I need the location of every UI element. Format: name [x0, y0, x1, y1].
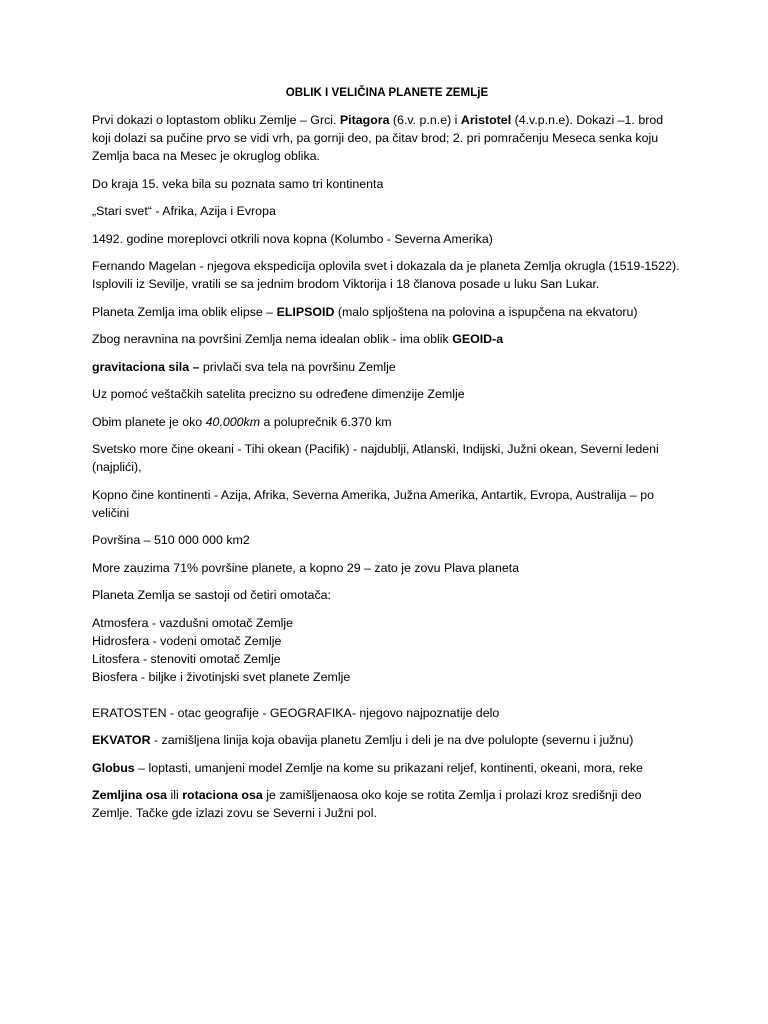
name-pitagora: Pitagora [339, 113, 390, 127]
list-item: Biosfera - biljke i životinjski svet planete Zemlje [92, 669, 351, 684]
paragraph-oceans: Svetsko more čine okeani - Tihi okean (Pacifik) - najdublji, Atlanski, Indijski, Južni okean, Severni ledeni (najplići), [92, 442, 659, 474]
term-ellipsoid: ELIPSOID [276, 304, 335, 319]
document-page [92, 84, 682, 832]
term-earth-axis: Zemljina osa [92, 788, 168, 802]
term-globe: Globus [92, 760, 135, 775]
term-equator: EKVATOR [92, 733, 151, 747]
paragraph-satellites: Uz pomoć veštačkih satelita precizno su određene dimenzije Zemlje [92, 387, 465, 401]
term-geoid: GEOID-a [452, 332, 504, 346]
paragraph-old-world: „Stari svet“ - Afrika, Azija i Evropa [92, 204, 276, 218]
term-gravity: gravitaciona sila – [92, 359, 200, 374]
document-title: OBLIK I VELIČINA PLANETE ZEMLjE [285, 86, 489, 99]
paragraph-1492: 1492. godine moreplovci otkrili nova kopna (Kolumbo - Severna Amerika) [92, 231, 493, 246]
list-item: Litosfera - stenoviti omotač Zemlje [92, 651, 281, 666]
paragraph-surface: Površina – 510 000 000 km2 [92, 533, 250, 547]
paragraph-equator: EKVATOR - zamišljena linija koja obavija planetu Zemlju i deli je na dve polulopte (severnu i južnu) [92, 733, 634, 747]
list-item: Hidrosfera - vodeni omotač Zemlje [92, 633, 282, 648]
paragraph-earth-axis: Zemljina osa ili rotaciona osa je zamišljenaosa oko koje se rotita Zemlja i prolazi kroz središnji deo Zemlje. Tačke gde izlazi zovu se Severni i Južni pol. [92, 788, 642, 820]
paragraph-three-continents: Do kraja 15. veka bila su poznata samo tri kontinenta [92, 176, 384, 191]
paragraph-ellipsoid: Planeta Zemlja ima oblik elipse – ELIPSOID (malo spljoštena na polovina a ispupčena na ekvatoru) [92, 304, 638, 319]
value-circumference: 40.000km [205, 414, 261, 429]
paragraph-circumference: Obim planete je oko 40.000km a poluprečnik 6.370 km [92, 414, 392, 429]
paragraph-continents: Kopno čine kontinenti - Azija, Afrika, Severna Amerika, Južna Amerika, Antartik, Evropa, Australija – po veličini [92, 487, 654, 520]
paragraph-magelan: Fernando Magelan - njegova ekspedicija oplovila svet i dokazala da je planeta Zemlja okrugla (1519-1522). Isplovili iz Sevilje, vratili se sa jednim brodom Viktorija i 18 članova posade u luku San Lukar. [92, 259, 680, 291]
paragraph-eratosten: ERATOSTEN - otac geografije - GEOGRAFIKA- njegovo najpoznatije delo [92, 705, 500, 720]
name-aristotel: Aristotel [460, 113, 512, 127]
paragraph-four-spheres: Planeta Zemlja se sastoji od četiri omotača: [92, 588, 331, 602]
spheres-list [92, 614, 682, 686]
list-item: Atmosfera - vazdušni omotač Zemlje [92, 615, 294, 630]
paragraph-geoid: Zbog neravnina na površini Zemlja nema idealan oblik - ima oblik GEOID-a [92, 332, 504, 346]
paragraph-first-evidence: Prvi dokazi o loptastom obliku Zemlje – Grci. Pitagora (6.v. p.n.e) i Aristotel (4.v.p.n.e). Dokazi –1. brod koji dolazi sa pučine prvo se vidi vrh, pa gornji deo, pa čitav brod; 2. pri pomračenju Meseca senka koju Zemlja baca na Mesec je okruglog oblika. [92, 113, 664, 163]
term-rotation-axis: rotaciona osa [182, 788, 263, 802]
paragraph-sea-land-ratio: More zauzima 71% površine planete, a kopno 29 – zato je zovu Plava planeta [92, 560, 520, 575]
paragraph-globe: Globus – loptasti, umanjeni model Zemlje na kome su prikazani reljef, kontinenti, okeani, mora, reke [92, 760, 643, 775]
paragraph-gravity: gravitaciona sila – privlači sva tela na površinu Zemlje [92, 359, 396, 374]
